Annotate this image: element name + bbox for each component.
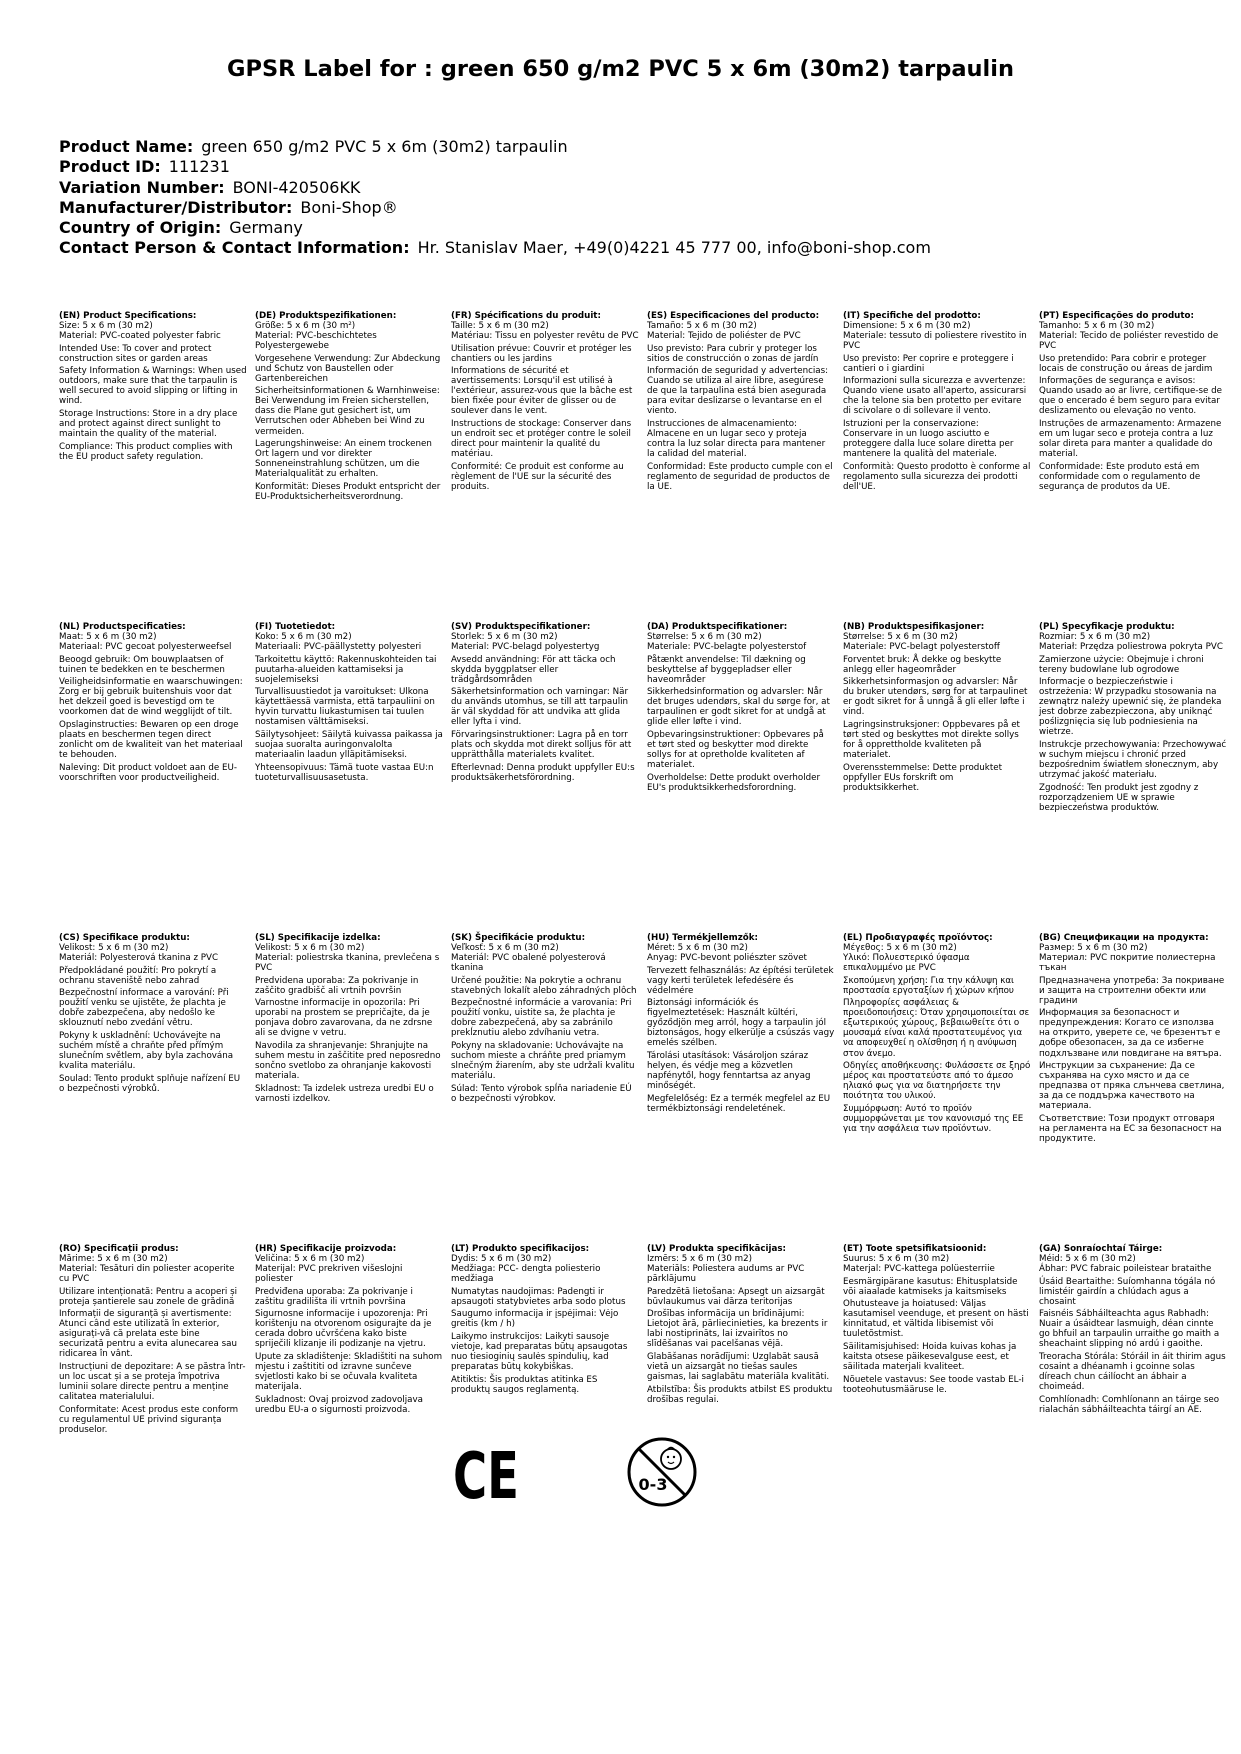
spec-paragraph: Materiál: PVC obalené polyesterová tkanina bbox=[451, 953, 606, 974]
spec-block-es bbox=[647, 311, 835, 492]
spec-paragraph: Istruzioni per la conservazione: Conservare in un luogo asciutto e proteggere dalla luce solare diretta per mantenere la qualità del materiale. bbox=[843, 418, 1014, 460]
spec-paragraph: Συμμόρφωση: Αυτό το προϊόν συμμορφώνεται με τον κανονισμό της ΕΕ για την ασφάλεια των προϊόντων. bbox=[843, 1103, 1024, 1134]
info-label: Product ID: bbox=[59, 157, 161, 177]
spec-paragraph: Instructions de stockage: Conserver dans un endroit sec et protéger contre le soleil direct pour maintenir la qualité du matériau. bbox=[451, 418, 632, 460]
spec-paragraph: Material: PVC-belagd polyestertyg bbox=[451, 642, 600, 653]
spec-paragraph: Conformidade: Este produto está em conformidade com o regulamento de segurança de produtos da UE. bbox=[1039, 461, 1201, 492]
spec-paragraph: Material: Tesături din poliester acoperite cu PVC bbox=[59, 1264, 235, 1285]
spec-header: (NB) Produktspesifikasjoner: bbox=[843, 622, 985, 632]
spec-block-da bbox=[647, 622, 835, 793]
spec-paragraph: Faisnéis Sábháilteachta agus Rabhadh: Nuair a úsáidtear lasmuigh, déan cinnte go bhfuil an tarpaulin urraithe go maith a sheachaint slipping nó ardú i gaoithe. bbox=[1039, 1309, 1220, 1350]
spec-paragraph: Materiale: PVC-belagt polyesterstoff bbox=[843, 642, 1000, 653]
spec-paragraph: Material: PVC-beschichtetes Polyestergewebe bbox=[255, 331, 377, 352]
spec-block-fi bbox=[255, 622, 443, 783]
spec-paragraph: Avsedd användning: För att täcka och skydda byggplatser eller trädgårdsområden bbox=[451, 654, 616, 685]
spec-paragraph: Materiāls: Poliestera audums ar PVC pārklājumu bbox=[647, 1264, 805, 1285]
spec-size: Størrelse: 5 x 6 m (30 m2) bbox=[843, 632, 958, 643]
spec-header: (IT) Specifiche del prodotto: bbox=[843, 311, 981, 321]
spec-paragraph: Информация за безопасност и предупреждения: Когато се използва на открито, уверете се, че брезентът е добре обезопасен, за да се избегне подхлъзване или повдигане на вятъра. bbox=[1039, 1008, 1222, 1059]
spec-paragraph: Σκοπούμενη χρήση: Για την κάλυψη και προστασία εργοταξίων ή χώρων κήπου bbox=[843, 975, 1014, 996]
spec-paragraph: Soulad: Tento produkt splňuje nařízení EU o bezpečnosti výrobků. bbox=[59, 1073, 241, 1094]
spec-block-et bbox=[843, 1244, 1031, 1395]
spec-paragraph: Intended Use: To cover and protect construction sites or garden areas bbox=[59, 343, 212, 364]
spec-paragraph: Conformitate: Acest produs este conform cu regulamentul UE privind siguranța produselor. bbox=[59, 1404, 239, 1435]
spec-header: (EN) Product Specifications: bbox=[59, 311, 197, 321]
spec-block-lt bbox=[451, 1244, 639, 1395]
spec-paragraph: Utilisation prévue: Couvrir et protéger les chantiers ou les jardins bbox=[451, 343, 632, 364]
spec-size: Taille: 5 x 6 m (30 m2) bbox=[451, 321, 549, 332]
spec-paragraph: Påtænkt anvendelse: Til dækning og beskyttelse af byggepladser eller haveområder bbox=[647, 654, 806, 685]
spec-paragraph: Skladnost: Ta izdelek ustreza uredbi EU o varnosti izdelkov. bbox=[255, 1083, 434, 1104]
spec-paragraph: Informations de sécurité et avertissements: Lorsqu'il est utilisé à l'extérieur, assurez-vous que la bâche est bien fixée pour éviter de glisser ou de soulever dans le vent. bbox=[451, 366, 633, 417]
spec-paragraph: Material: Tecido de poliéster revestido de PVC bbox=[1039, 331, 1219, 352]
spec-block-nb bbox=[843, 622, 1031, 793]
spec-paragraph: Vorgesehene Verwendung: Zur Abdeckung und Schutz von Baustellen oder Gartenbereichen bbox=[255, 353, 441, 384]
spec-block-de bbox=[255, 311, 443, 502]
spec-size: Suurus: 5 x 6 m (30 m2) bbox=[843, 1254, 950, 1265]
spec-paragraph: Predvidena uporaba: Za pokrivanje in zaščito gradbišč ali vrtnih površin bbox=[255, 975, 419, 996]
spec-paragraph: Lagringsinstruksjoner: Oppbevares på et tørt sted og beskyttes mot direkte sollys for å opprettholde kvaliteten på materialet. bbox=[843, 719, 1020, 761]
spec-block-fr bbox=[451, 311, 639, 492]
info-value: Boni-Shop® bbox=[300, 197, 398, 217]
spec-paragraph: Säilitamisjuhised: Hoida kuivas kohas ja kaitsta otsese päikesevalguse eest, et säilitada materjali kvaliteet. bbox=[843, 1341, 1017, 1373]
spec-paragraph: Overholdelse: Dette produkt overholder EU's produktsikkerhedsforordning. bbox=[647, 772, 821, 793]
spec-block-ro bbox=[59, 1244, 247, 1435]
spec-header: (EL) Προδιαγραφές προϊόντος: bbox=[843, 933, 993, 943]
spec-paragraph: Οδηγίες αποθήκευσης: Φυλάσσετε σε ξηρό μέρος και προστατεύστε από το άμεσο ηλιακό φως για να διατηρήσετε την ποιότητα του υλικού. bbox=[843, 1061, 1031, 1102]
not-for-children-under-3-icon bbox=[626, 1432, 698, 1512]
spec-paragraph: Safety Information & Warnings: When used outdoors, make sure that the tarpaulin is well secured to avoid slipping or lifting in wind. bbox=[59, 366, 247, 407]
spec-paragraph: Säilytysohjeet: Säilytä kuivassa paikassa ja suojaa suoralta auringonvalolta materiaalin laadun ylläpitämiseksi. bbox=[255, 729, 443, 761]
page-title: GPSR Label for : green 650 g/m2 PVC 5 x 6m (30m2) tarpaulin bbox=[226, 56, 1014, 82]
spec-paragraph: Naleving: Dit product voldoet aan de EU-voorschriften voor productveiligheid. bbox=[59, 762, 238, 783]
spec-size: Størrelse: 5 x 6 m (30 m2) bbox=[647, 632, 762, 643]
spec-header: (FI) Tuotetiedot: bbox=[255, 622, 336, 632]
spec-paragraph: Glabāšanas norādījumi: Uzglabāt sausā vietā un aizsargāt no tiešas saules gaismas, lai saglabātu materiāla kvalitāti. bbox=[647, 1351, 830, 1383]
spec-paragraph: Información de seguridad y advertencias: Cuando se utiliza al aire libre, asegúrese de que la tarpaulina está bien asegurada para evitar deslizarse o levantarse en el viento. bbox=[647, 366, 829, 417]
spec-paragraph: Matériau: Tissu en polyester revêtu de PVC bbox=[451, 331, 639, 342]
spec-size: Size: 5 x 6 m (30 m2) bbox=[59, 321, 153, 332]
spec-paragraph: Veiligheidsinformatie en waarschuwingen: Zorg er bij gebruik buitenshuis voor dat het dekzeil goed is bevestigd om te voorkomen dat de wind wegglijdt of tilt. bbox=[59, 677, 243, 718]
spec-paragraph: Tárolási utasítások: Vásároljon száraz helyen, és védje meg a közvetlen napfénytől, hogy fenntartsa az anyag minőségét. bbox=[647, 1051, 811, 1092]
spec-paragraph: Material: poliestrska tkanina, prevlečena s PVC bbox=[255, 953, 440, 974]
spec-paragraph: Opslaginstructies: Bewaren op een droge plaats en beschermen tegen direct zonlicht om de kwaliteit van het materiaal te behouden. bbox=[59, 719, 243, 761]
spec-header: (FR) Spécifications du produit: bbox=[451, 311, 601, 321]
spec-paragraph: Numatytas naudojimas: Padengti ir apsaugoti statybvietes arba sodo plotus bbox=[451, 1286, 626, 1307]
spec-header: (SV) Produktspecifikationer: bbox=[451, 622, 591, 632]
spec-paragraph: Предназначена употреба: За покриване и защита на строителни обекти или градини bbox=[1039, 975, 1225, 1006]
spec-size: Maat: 5 x 6 m (30 m2) bbox=[59, 632, 157, 643]
spec-paragraph: Material: Tejido de poliéster de PVC bbox=[647, 331, 801, 342]
spec-size: Dimensione: 5 x 6 m (30 m2) bbox=[843, 321, 971, 332]
spec-paragraph: Instrukcje przechowywania: Przechowywać w suchym miejscu i chronić przed bezpośrednim światłem słonecznym, aby utrzymać jakość materiału. bbox=[1039, 740, 1227, 781]
age-range-text: 0-3 bbox=[638, 1475, 668, 1494]
spec-paragraph: Varnostne informacije in opozorila: Pri uporabi na prostem se prepričajte, da je ponjava dobro zavarovana, da ne zdrsne ali se dvigne v vetru. bbox=[255, 998, 433, 1039]
spec-paragraph: Materiaali: PVC-päällystetty polyesteri bbox=[255, 642, 422, 653]
spec-paragraph: Overensstemmelse: Dette produktet oppfyller EUs forskrift om produktsikkerhet. bbox=[843, 762, 1002, 793]
spec-paragraph: Turvallisuustiedot ja varoitukset: Ulkona käytettäessä varmista, että tarpauliini on hyvin turvattu liukastumisen tai tuulen nostamisen välttämiseksi. bbox=[255, 687, 435, 728]
spec-size: Μέγεθος: 5 x 6 m (30 m2) bbox=[843, 943, 957, 954]
spec-paragraph: Ohutusteave ja hoiatused: Väljas kasutamisel veenduge, et present on hästi kinnitatud, et vältida libisemist või tuuletõstmist. bbox=[843, 1299, 1029, 1340]
spec-paragraph: Πληροφορίες ασφάλειας & προειδοποιήσεις: Όταν χρησιμοποιείται σε εξωτερικούς χώρους, βεβαιωθείτε ότι ο μουσαμά είναι καλά προστατευμένος για να αποφευχθεί η ολίσθηση ή η ανύψωση στον άνεμο. bbox=[843, 998, 1030, 1059]
spec-block-sl bbox=[255, 933, 443, 1104]
spec-paragraph: Ábhar: PVC fabraic poileistear brataithe bbox=[1039, 1264, 1212, 1275]
spec-block-it bbox=[843, 311, 1031, 492]
ce-mark-icon bbox=[452, 1440, 520, 1514]
spec-paragraph: Uso previsto: Para cubrir y proteger los sitios de construcción o zonas de jardín bbox=[647, 343, 819, 364]
spec-paragraph: Pokyny k uskladnění: Uchovávejte na suchém místě a chraňte před přímým slunečním světlem, aby byla zachována kvalita materiálu. bbox=[59, 1030, 234, 1072]
spec-paragraph: Lagerungshinweise: An einem trockenen Ort lagern und vor direkter Sonneneinstrahlung schützen, um die Materialqualität zu erhalten. bbox=[255, 439, 432, 480]
spec-paragraph: Informações de segurança e avisos: Quando usado ao ar livre, certifique-se de que o encerado é bem seguro para evitar deslizamento ou elevação no vento. bbox=[1039, 376, 1222, 417]
spec-paragraph: Anyag: PVC-bevont poliészter szövet bbox=[647, 953, 807, 964]
spec-paragraph: Säkerhetsinformation och varningar: När du används utomhus, se till att tarpaulin är väl skyddad för att undvika att glida eller lyfta i vind. bbox=[451, 687, 629, 728]
spec-paragraph: Материал: PVC покритие полиестерна тъкан bbox=[1039, 953, 1216, 974]
spec-paragraph: Instruções de armazenamento: Armazene em um lugar seco e proteja contra a luz solar direta para manter a qualidade do material. bbox=[1039, 418, 1222, 460]
spec-paragraph: Bezpečnostné informácie a varovania: Pri použití vonku, uistite sa, že plachta je dobre zabezpečená, aby sa zabránilo prekĺznutiu alebo zdvíhaniu vetra. bbox=[451, 998, 632, 1039]
spec-paragraph: Sigurnosne informacije i upozorenja: Pri korištenju na otvorenom osigurajte da je cerada dobro učvršćena kako biste spriječili klizanje ili podizanje na vjetru. bbox=[255, 1309, 432, 1350]
spec-paragraph: Atitiktis: Šis produktas atitinka ES produktų saugos reglamentą. bbox=[451, 1374, 598, 1395]
info-row-product-name bbox=[59, 137, 1219, 157]
spec-block-cs bbox=[59, 933, 247, 1094]
spec-paragraph: Materiale: tessuto di poliestere rivestito in PVC bbox=[843, 331, 1027, 352]
spec-size: Veľkosť: 5 x 6 m (30 m2) bbox=[451, 943, 559, 954]
spec-block-bg bbox=[1039, 933, 1227, 1144]
spec-size: Mărime: 5 x 6 m (30 m2) bbox=[59, 1254, 168, 1265]
spec-size: Méret: 5 x 6 m (30 m2) bbox=[647, 943, 748, 954]
spec-paragraph: Úsáid Beartaithe: Suíomhanna tógála nó limistéir gairdín a chlúdach agus a chosaint bbox=[1039, 1276, 1216, 1307]
spec-header: (ES) Especificaciones del producto: bbox=[647, 311, 820, 321]
spec-header: (NL) Productspecificaties: bbox=[59, 622, 186, 632]
info-label: Country of Origin: bbox=[59, 218, 222, 238]
product-info bbox=[59, 137, 1219, 259]
spec-header: (DA) Produktspecifikationer: bbox=[647, 622, 788, 632]
spec-paragraph: Materijal: PVC prekriven višeslojni poliester bbox=[255, 1264, 403, 1285]
spec-paragraph: Nõuetele vastavus: See toode vastab EL-i tooteohutusmääruse le. bbox=[843, 1374, 1024, 1395]
spec-paragraph: Storage Instructions: Store in a dry place and protect against direct sunlight to maintain the quality of the material. bbox=[59, 408, 238, 440]
info-label: Product Name: bbox=[59, 137, 194, 156]
spec-paragraph: Treoracha Stórála: Stóráil in áit thirim agus cosaint a dhéanamh i gcoinne solas díreach chun cáilíocht an ábhair a choimeád. bbox=[1039, 1351, 1226, 1393]
spec-paragraph: Съответствие: Този продукт отговаря на регламента на ЕС за безопасност на продуктите. bbox=[1039, 1113, 1222, 1144]
info-row-variation-number bbox=[59, 178, 1219, 198]
spec-paragraph: Yhteensopivuus: Tämä tuote vastaa EU:n tuoteturvallisuusasetusta. bbox=[255, 762, 434, 783]
info-row-country-of-origin bbox=[59, 218, 1219, 238]
info-value: Germany bbox=[229, 218, 303, 238]
spec-paragraph: Opbevaringsinstruktioner: Opbevares på et tørt sted og beskytter mod direkte sollys for at opretholde kvaliteten af materialet. bbox=[647, 729, 824, 771]
spec-paragraph: Saugumo informacija ir įspėjimai: Vėjo greitis (km / h) bbox=[451, 1309, 619, 1330]
spec-paragraph: Materiál: Polyesterová tkanina z PVC bbox=[59, 953, 219, 964]
spec-paragraph: Zamierzone użycie: Obejmuje i chroni tereny budowlane lub ogrodowe bbox=[1039, 654, 1204, 675]
spec-paragraph: Sikkerhetsinformasjon og advarsler: Når du bruker utendørs, sørg for at tarpaulinet er godt sikret for å unngå å gli eller løfte i vind. bbox=[843, 677, 1028, 718]
spec-block-pt bbox=[1039, 311, 1227, 492]
spec-paragraph: Informații de siguranță și avertismente: Atunci când este utilizată în exterior, asigurați-vă că prelata este bine securizată pentru a evita alunecarea sau ridicarea în vânt. bbox=[59, 1309, 237, 1360]
spec-size: Größe: 5 x 6 m (30 m²) bbox=[255, 321, 356, 332]
spec-paragraph: Instrucciones de almacenamiento: Almacene en un lugar seco y proteja contra la luz solar directa para mantener la calidad del material. bbox=[647, 418, 826, 460]
spec-paragraph: Инструкции за съхранение: Да се съхранява на сухо място и да се предпазва от пряка слънчева светлина, за да се поддържа качеството на материала. bbox=[1039, 1061, 1225, 1112]
spec-paragraph: Medžiaga: PCC- dengta poliesterio medžiaga bbox=[451, 1264, 601, 1285]
spec-paragraph: Informacje o bezpieczeństwie i ostrzeżenia: W przypadku stosowania na zewnątrz należy upewnić się, że plandeka jest dobrze zabezpieczona, aby uniknąć poślizgnięcia się lub podniesienia na wietrze. bbox=[1039, 677, 1222, 738]
spec-header: (SL) Specifikacije izdelka: bbox=[255, 933, 381, 943]
spec-size: Размер: 5 x 6 m (30 m2) bbox=[1039, 943, 1148, 954]
spec-paragraph: Material: PVC-coated polyester fabric bbox=[59, 331, 221, 342]
spec-paragraph: Pokyny na skladovanie: Uchovávajte na suchom mieste a chráňte pred priamym slnečným žiarením, aby ste udržali kvalitu materiálu. bbox=[451, 1040, 635, 1082]
info-label: Contact Person & Contact Information: bbox=[59, 238, 410, 258]
spec-size: Tamanho: 5 x 6 m (30 m2) bbox=[1039, 321, 1155, 332]
spec-paragraph: Konformität: Dieses Produkt entspricht der EU-Produktsicherheitsverordnung. bbox=[255, 481, 441, 502]
spec-paragraph: Sicherheitsinformationen & Warnhinweise: Bei Verwendung im Freien sicherstellen, dass die Plane gut gesichert ist, um Verrutschen oder Abheben bei Wind zu vermeiden. bbox=[255, 386, 440, 437]
spec-paragraph: Beoogd gebruik: Om bouwplaatsen of tuinen te bedekken en te beschermen bbox=[59, 654, 225, 675]
spec-paragraph: Zgodność: Ten produkt jest zgodny z rozporządzeniem UE w sprawie bezpieczeństwa produktów. bbox=[1039, 782, 1199, 813]
info-value: BONI-420506KK bbox=[232, 177, 361, 197]
spec-header: (LV) Produkta specifikācijas: bbox=[647, 1244, 786, 1254]
spec-paragraph: Materiaal: PVC gecoat polyesterweefsel bbox=[59, 642, 232, 653]
spec-header: (PL) Specyfikacje produktu: bbox=[1039, 622, 1175, 632]
spec-paragraph: Materiale: PVC-belagte polyesterstof bbox=[647, 642, 807, 653]
spec-paragraph: Bezpečnostní informace a varování: Při použití venku se ujistěte, že plachta je dobře zabezpečena, aby nedošlo ke sklouznutí nebo zvedání větru. bbox=[59, 988, 229, 1029]
spec-paragraph: Informazioni sulla sicurezza e avvertenze: Quando viene usato all'aperto, assicurarsi che la telone sia ben protetto per evitare di scivolare o di sollevare il vento. bbox=[843, 376, 1027, 417]
spec-header: (LT) Produkto specifikacijos: bbox=[451, 1244, 590, 1254]
spec-paragraph: Efterlevnad: Denna produkt uppfyller EU:s produktsäkerhetsförordning. bbox=[451, 762, 635, 783]
spec-paragraph: Materjal: PVC-kattega polüesterriie bbox=[843, 1264, 995, 1275]
spec-paragraph: Compliance: This product complies with the EU product safety regulation. bbox=[59, 441, 233, 462]
spec-paragraph: Utilizare intenționată: Pentru a acoperi și proteja șantierele sau zonele de grădină bbox=[59, 1286, 238, 1307]
info-row-contact bbox=[59, 238, 1219, 258]
spec-size: Koko: 5 x 6 m (30 m2) bbox=[255, 632, 352, 643]
spec-paragraph: Materiał: Przędza poliestrowa pokryta PVC bbox=[1039, 642, 1223, 653]
spec-block-ga bbox=[1039, 1244, 1227, 1415]
spec-size: Storlek: 5 x 6 m (30 m2) bbox=[451, 632, 558, 643]
spec-header: (PT) Especificações do produto: bbox=[1039, 311, 1194, 321]
spec-block-sv bbox=[451, 622, 639, 783]
spec-paragraph: Instrucțiuni de depozitare: A se păstra într-un loc uscat și a se proteja împotriva luminii solare directe pentru a menține calitatea materialului. bbox=[59, 1362, 246, 1403]
spec-paragraph: Předpokládané použití: Pro pokrytí a ochranu staveniště nebo zahrad bbox=[59, 965, 217, 986]
spec-size: Tamaño: 5 x 6 m (30 m2) bbox=[647, 321, 757, 332]
spec-paragraph: Megfelelőség: Ez a termék megfelel az EU termékbiztonsági rendeletének. bbox=[647, 1093, 831, 1114]
info-label: Manufacturer/Distributor: bbox=[59, 197, 293, 217]
spec-header: (HR) Specifikacije proizvoda: bbox=[255, 1244, 397, 1254]
info-value: Hr. Stanislav Maer, +49(0)4221 45 777 00, info@boni-shop.com bbox=[417, 238, 931, 258]
spec-block-pl bbox=[1039, 622, 1227, 813]
spec-block-en bbox=[59, 311, 247, 462]
spec-header: (SK) Špecifikácie produktu: bbox=[451, 933, 586, 943]
spec-block-lv bbox=[647, 1244, 835, 1405]
spec-paragraph: Navodila za shranjevanje: Shranjujte na suhem mestu in zaščitite pred neposredno sončno svetlobo za ohranjanje kakovosti materiala. bbox=[255, 1040, 441, 1082]
spec-header: (RO) Specificații produs: bbox=[59, 1244, 179, 1254]
info-value: 111231 bbox=[168, 157, 230, 177]
spec-paragraph: Predviđena uporaba: Za pokrivanje i zaštitu gradilišta ili vrtnih površina bbox=[255, 1286, 413, 1307]
spec-header: (GA) Sonraíochtaí Táirge: bbox=[1039, 1244, 1163, 1254]
spec-block-nl bbox=[59, 622, 247, 783]
spec-paragraph: Určené použitie: Na pokrytie a ochranu stavebných lokalít alebo záhradných plôch bbox=[451, 975, 637, 996]
spec-header: (HU) Termékjellemzők: bbox=[647, 933, 759, 943]
spec-paragraph: Biztonsági információk és figyelmeztetések: Használt kültéri, győződjön meg arról, hogy a tarpaulin jól biztonságos, hogy elkerülje a csúszás vagy emelés szélben. bbox=[647, 998, 835, 1049]
spec-size: Izmērs: 5 x 6 m (30 m2) bbox=[647, 1254, 753, 1265]
ce-mark-text: CE bbox=[453, 1440, 519, 1514]
spec-paragraph: Atbilstība: Šis produkts atbilst ES produktu drošības regulai. bbox=[647, 1384, 833, 1405]
spec-paragraph: Uso pretendido: Para cobrir e proteger locais de construção ou áreas de jardim bbox=[1039, 353, 1213, 374]
spec-header: (CS) Specifikace produktu: bbox=[59, 933, 190, 943]
spec-size: Veličina: 5 x 6 m (30 m2) bbox=[255, 1254, 365, 1265]
spec-paragraph: Conformidad: Este producto cumple con el reglamento de seguridad de productos de la UE. bbox=[647, 461, 833, 492]
spec-size: Velikost: 5 x 6 m (30 m2) bbox=[59, 943, 169, 954]
spec-paragraph: Forventet bruk: Å dekke og beskytte anlegg eller hageområder bbox=[843, 654, 1002, 675]
spec-paragraph: Paredzētā lietošana: Apsegt un aizsargāt būvlaukumus vai dārza teritorijas bbox=[647, 1286, 825, 1307]
spec-paragraph: Sukladnost: Ovaj proizvod zadovoljava uredbu EU-a o sigurnosti proizvoda. bbox=[255, 1394, 423, 1415]
info-row-manufacturer bbox=[59, 198, 1219, 218]
spec-paragraph: Súlad: Tento výrobok spĺňa nariadenie EÚ o bezpečnosti výrobkov. bbox=[451, 1083, 632, 1104]
spec-block-hr bbox=[255, 1244, 443, 1415]
spec-block-el bbox=[843, 933, 1031, 1134]
spec-paragraph: Upute za skladištenje: Skladištiti na suhom mjestu i zaštititi od izravne sunčeve svjetlosti kako bi se očuvala kvaliteta materijala. bbox=[255, 1351, 443, 1393]
spec-header: (BG) Спецификации на продукта: bbox=[1039, 933, 1209, 943]
spec-header: (DE) Produktspezifikationen: bbox=[255, 311, 397, 321]
spec-paragraph: Conformité: Ce produit est conforme au règlement de l'UE sur la sécurité des produits. bbox=[451, 461, 624, 492]
spec-paragraph: Υλικό: Πολυεστερικό ύφασμα επικαλυμμένο με PVC bbox=[843, 953, 970, 974]
spec-paragraph: Comhlíonadh: Comhlíonann an táirge seo rialachán sábháilteachta táirgí an AE. bbox=[1039, 1394, 1220, 1415]
info-value: green 650 g/m2 PVC 5 x 6m (30m2) tarpaulin bbox=[201, 137, 568, 156]
spec-size: Dydis: 5 x 6 m (30 m2) bbox=[451, 1254, 552, 1265]
spec-header: (ET) Toote spetsifikatsioonid: bbox=[843, 1244, 987, 1254]
spec-size: Rozmiar: 5 x 6 m (30 m2) bbox=[1039, 632, 1151, 643]
spec-paragraph: Tarkoitettu käyttö: Rakennuskohteiden tai puutarha-alueiden kattamiseksi ja suojelemiseksi bbox=[255, 654, 437, 685]
spec-block-hu bbox=[647, 933, 835, 1114]
spec-block-sk bbox=[451, 933, 639, 1104]
spec-paragraph: Uso previsto: Per coprire e proteggere i cantieri o i giardini bbox=[843, 353, 1014, 374]
spec-paragraph: Conformità: Questo prodotto è conforme al regolamento sulla sicurezza dei prodotti dell'UE. bbox=[843, 461, 1031, 492]
spec-size: Méid: 5 x 6 m (30 m2) bbox=[1039, 1254, 1136, 1265]
spec-paragraph: Drošības informācija un brīdinājumi: Lietojot ārā, pārliecinieties, ka brezents ir labi nostiprināts, lai izvairītos no slīdēšanas vai pacelšanas vējā. bbox=[647, 1309, 828, 1350]
spec-size: Velikost: 5 x 6 m (30 m2) bbox=[255, 943, 365, 954]
spec-paragraph: Tervezett felhasználás: Az építési területek vagy kerti területek lefedésére és védelmére bbox=[647, 965, 834, 996]
spec-paragraph: Laikymo instrukcijos: Laikyti sausoje vietoje, kad preparatas būtų apsaugotas nuo tiesioginių saulės spindulių, kad preparatas būtų kokybiškas. bbox=[451, 1331, 628, 1373]
info-row-product-id bbox=[59, 157, 1219, 177]
spec-paragraph: Förvaringsinstruktioner: Lagra på en torr plats och skydda mot direkt solljus för att upprätthålla materialets kvalitet. bbox=[451, 729, 632, 761]
info-label: Variation Number: bbox=[59, 177, 225, 197]
spec-paragraph: Eesmärgipärane kasutus: Ehitusplatside või aiaalade katmiseks ja kaitsmiseks bbox=[843, 1276, 1018, 1297]
baby-face-icon bbox=[661, 1448, 681, 1470]
spec-paragraph: Sikkerhedsinformation og advarsler: Når det bruges udendørs, skal du sørge for, at tarpaulinen er godt sikret for at undgå at glide eller løfte i vind. bbox=[647, 687, 830, 728]
